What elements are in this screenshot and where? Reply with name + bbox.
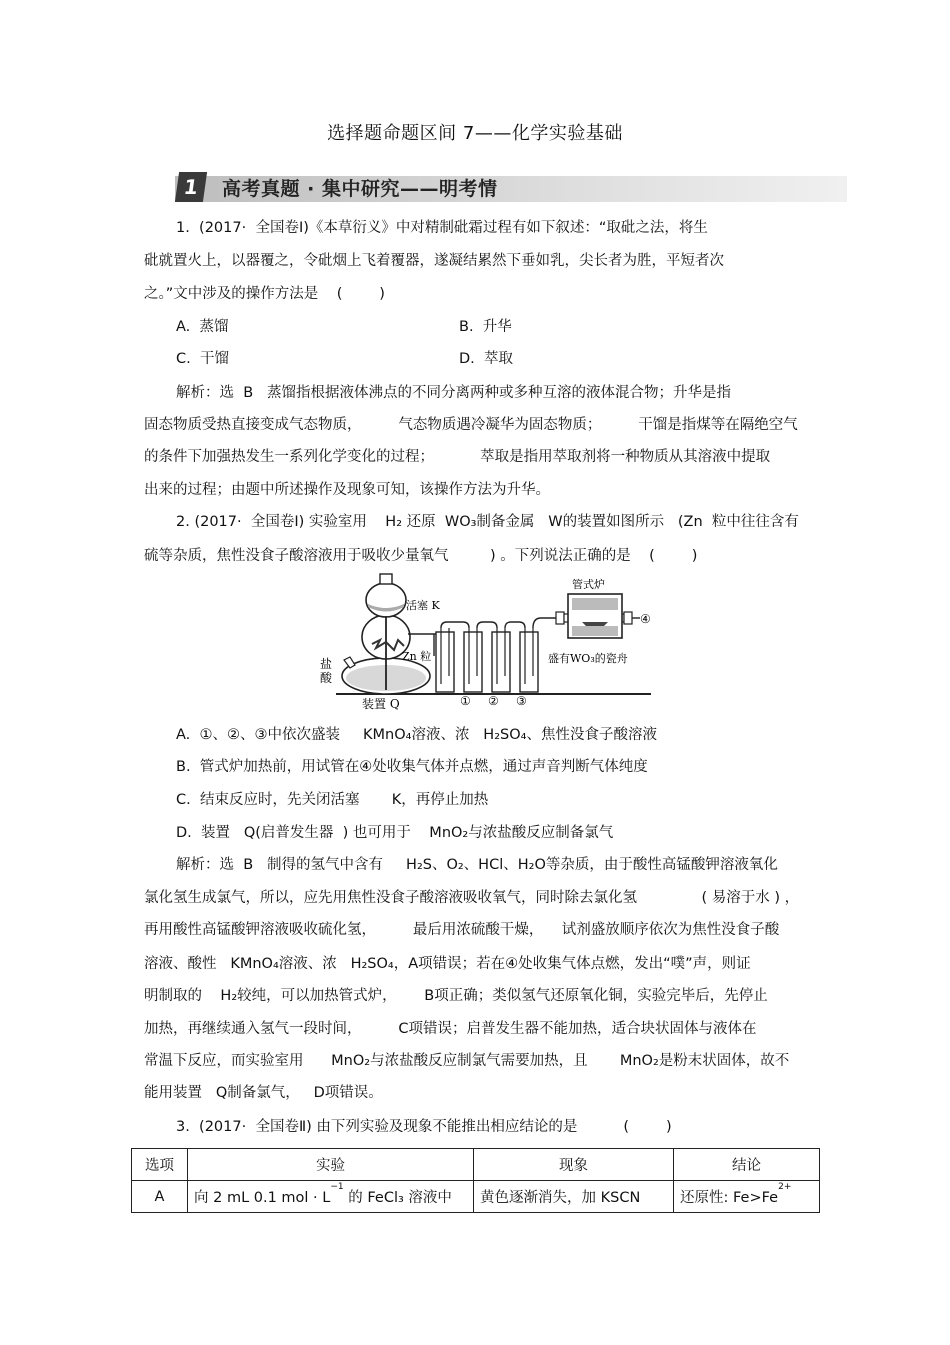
bottle-2-label: ② [488, 694, 499, 708]
q2-line-2: 硫等杂质，焦性没食子酸溶液用于吸收少量氧气 ) 。下列说法正确的是 ( ) [144, 548, 698, 564]
q1-analysis-4: 出来的过程；由题中所述操作及现象可知，该操作方法为升华。 [144, 482, 550, 498]
row-phenomenon: 黄色逐渐消失，加 KSCN [474, 1181, 674, 1213]
q2-analysis-1: 解析：选 B 制得的氢气中含有 H₂S、O₂、HCl、H₂O等杂质，由于酸性高锰酸钾溶液氧化 [176, 857, 778, 873]
acid-label-1: 盐 [320, 657, 333, 671]
section-number: 1 [175, 172, 207, 202]
q1-line-2: 砒就置火上，以器覆之，令砒烟上飞着覆器，遂凝结累然下垂如乳，尖长者为胜，平短者次 [144, 253, 724, 269]
table-header-row [132, 1149, 820, 1181]
q2-analysis-3: 再用酸性高锰酸钾溶液吸收硫化氢， 最后用浓硫酸干燥， 试剂盛放顺序依次为焦性没食子酸 [144, 922, 780, 938]
q2-analysis-7: 常温下反应，而实验室用 MnO₂与浓盐酸反应制氯气需要加热，且 MnO₂是粉末状固体，故不 [144, 1053, 790, 1069]
header-phenomenon: 现象 [474, 1149, 674, 1181]
q1-option-a: A. 蒸馏 [176, 319, 229, 335]
q2-analysis-4: 溶液、酸性 KMnO₄溶液、浓 H₂SO₄，A项错误；若在④处收集气体点燃，发出“噗”声，则证 [144, 956, 751, 972]
header-conclusion: 结论 [674, 1149, 820, 1181]
q2-option-c: C. 结束反应时，先关闭活塞 K，再停止加热 [176, 792, 489, 808]
kipp-generator [342, 574, 441, 694]
q2-line-1: 2. (2017· 全国卷Ⅰ) 实验室用 H₂ 还原 WO₃制备金属 W的装置如图所示 (Zn 粒中往往含有 [176, 514, 799, 530]
header-experiment: 实验 [188, 1149, 474, 1181]
q1-analysis-1: 解析：选 B 蒸馏指根据液体沸点的不同分离两种或多种互溶的液体混合物；升华是指 [176, 385, 731, 401]
q1-analysis-2: 固态物质受热直接变成气态物质， 气态物质遇冷凝华为固态物质； 干馏是指煤等在隔绝空气 [144, 417, 798, 433]
stopcock-label: 活塞 K [406, 599, 440, 612]
q1-analysis-3: 的条件下加强热发生一系列化学变化的过程； 萃取是指用萃取剂将一种物质从其溶液中提取 [144, 449, 771, 465]
q2-option-d: D. 装置 Q(启普发生器 ) 也可用于 MnO₂与浓盐酸反应制备氯气 [176, 825, 614, 841]
furnace-label: 管式炉 [572, 578, 605, 591]
q1-option-b: B. 升华 [459, 319, 512, 335]
bottle-1-label: ① [460, 694, 471, 708]
row-experiment: 向 2 mL 0.1 mol · $L^{-1}$ 的 FeCl₃ 溶液中 [188, 1181, 474, 1213]
q2-analysis-2: 氯化氢生成氯气，所以，应先用焦性没食子酸溶液吸收氧气，同时除去氯化氢 ( 易溶于水 ) ， [144, 890, 800, 906]
outlet-4-label: ④ [640, 612, 651, 626]
section-heading: 高考真题 · 集中研究——明考情 [222, 178, 498, 200]
table-row [132, 1181, 820, 1213]
q2-analysis-6: 加热，再继续通入氢气一段时间， C项错误；启普发生器不能加热，适合块状固体与液体在 [144, 1021, 757, 1037]
q1-line-1: 1. (2017· 全国卷Ⅰ)《本草衍义》中对精制砒霜过程有如下叙述：“取砒之法，将生 [176, 220, 708, 236]
tube-furnace [556, 594, 640, 638]
header-option: 选项 [132, 1149, 188, 1181]
q2-analysis-8: 能用装置 Q制备氯气， D项错误。 [144, 1085, 383, 1101]
q2-option-a: A. ①、②、③中依次盛装 KMnO₄溶液、浓 H₂SO₄、焦性没食子酸溶液 [176, 727, 657, 743]
q1-option-c: C. 干馏 [176, 351, 229, 367]
acid-label-2: 酸 [320, 671, 333, 685]
q2-option-b: B. 管式炉加热前，用试管在④处收集气体并点燃，通过声音判断气体纯度 [176, 759, 648, 775]
q3-stem: 3. (2017· 全国卷Ⅱ) 由下列实验及现象不能推出相应结论的是 ( ) [176, 1119, 672, 1135]
boat-label: 盛有WO₃的瓷舟 [548, 652, 628, 665]
zn-label: Zn 粒 [402, 650, 432, 663]
device-q-label: 装置 Q [362, 697, 400, 711]
row-conclusion: 还原性: $Fe>Fe^{2+}$ [674, 1181, 820, 1213]
q3-table [131, 1148, 820, 1213]
row-option: A [132, 1181, 188, 1213]
q1-line-3: 之。”文中涉及的操作方法是 ( ) [144, 286, 385, 302]
apparatus-diagram [316, 572, 656, 712]
q2-analysis-5: 明制取的 H₂较纯，可以加热管式炉， B项正确；类似氢气还原氧化铜，实验完毕后，先停止 [144, 988, 768, 1004]
bottle-3-label: ③ [516, 694, 527, 708]
wash-bottles [434, 618, 556, 692]
q1-option-d: D. 萃取 [459, 351, 513, 367]
page-title: 选择题命题区间 7——化学实验基础 [327, 123, 623, 144]
